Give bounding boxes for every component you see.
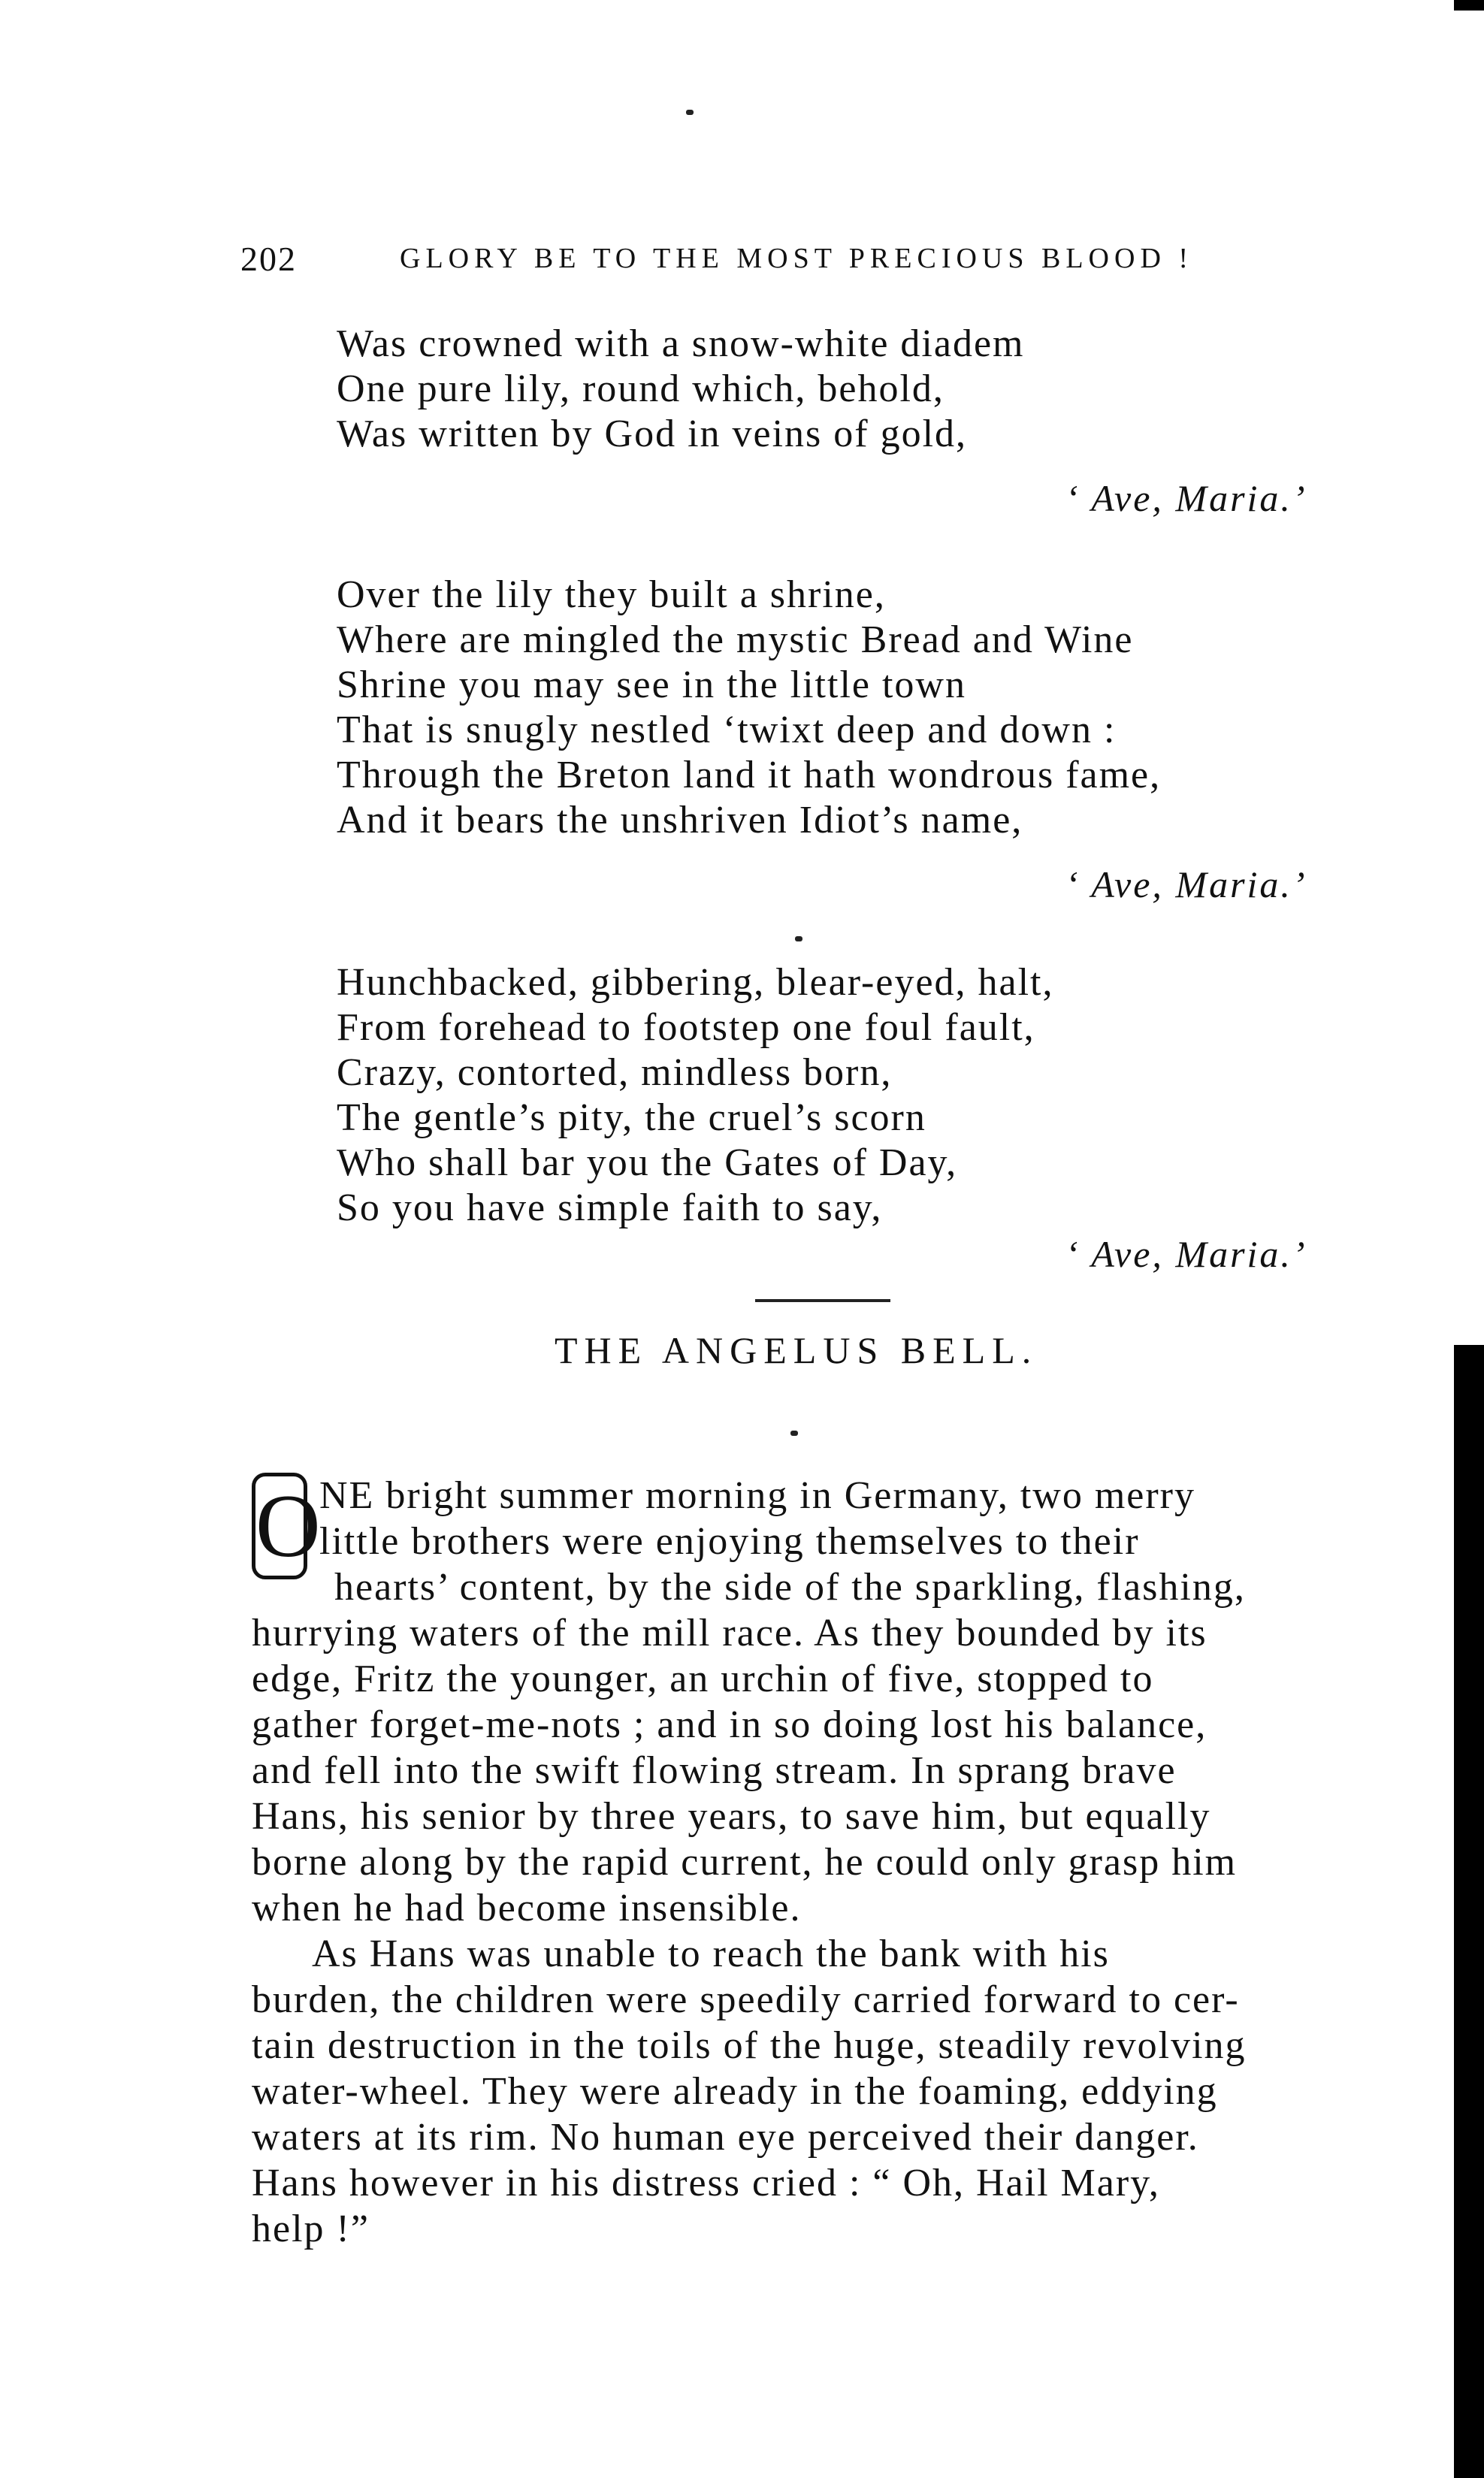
poem-stanza-3	[337, 960, 1351, 1231]
prose-line: As Hans was unable to reach the bank with his	[312, 1933, 1110, 1975]
prose-line: waters at its rim. No human eye perceived their danger.	[252, 2116, 1199, 2159]
article-paragraph-2	[252, 1931, 1394, 2252]
prose-line: NE bright summer morning in Germany, two merry	[319, 1474, 1195, 1517]
poem-line: Where are mingled the mystic Bread and Wine	[337, 618, 1134, 661]
poem-stanza-1	[337, 322, 1351, 457]
section-title: THE ANGELUS BELL.	[555, 1329, 1038, 1371]
prose-line: hurrying waters of the mill race. As they bounded by its	[252, 1612, 1207, 1655]
prose-line: tain destruction in the toils of the huge, steadily revolving	[252, 2024, 1247, 2067]
ink-speck	[686, 110, 694, 115]
poem-line: And it bears the unshriven Idiot’s name,	[337, 799, 1023, 842]
scan-edge-bar	[1454, 1345, 1484, 2478]
article-paragraph-1	[252, 1473, 1394, 1931]
poem-line: Over the lily they built a shrine,	[337, 573, 886, 616]
poem-line: So you have simple faith to say,	[337, 1186, 883, 1229]
scan-corner-mark	[1454, 0, 1484, 11]
running-head: GLORY BE TO THE MOST PRECIOUS BLOOD !	[400, 243, 1194, 274]
poem-line: From forehead to footstep one foul fault,	[337, 1006, 1035, 1049]
ink-speck	[795, 936, 802, 941]
prose-line: help !”	[252, 2208, 370, 2250]
prose-line: borne along by the rapid current, he could only grasp him	[252, 1841, 1238, 1884]
prose-line: hearts’ content, by the side of the sparkling, flashing,	[334, 1566, 1246, 1609]
prose-line: and fell into the swift flowing stream. In sprang brave	[252, 1749, 1177, 1792]
ink-speck	[790, 1431, 798, 1436]
page-header	[240, 239, 1240, 284]
poem-line: That is snugly nestled ‘twixt deep and down :	[337, 709, 1117, 751]
poem-line: Was written by God in veins of gold,	[337, 412, 968, 455]
poem-stanza-2	[337, 573, 1351, 843]
prose-line: Hans, his senior by three years, to save him, but equally	[252, 1795, 1211, 1838]
poem-line: One pure lily, round which, behold,	[337, 367, 945, 410]
prose-line: when he had become insensible.	[252, 1887, 802, 1930]
poem-line: Was crowned with a snow-white diadem	[337, 322, 1025, 365]
prose-line: edge, Fritz the younger, an urchin of five, stopped to	[252, 1658, 1154, 1700]
prose-line: burden, the children were speedily carried forward to cer-	[252, 1978, 1240, 2021]
prose-line: Hans however in his distress cried : “ Oh, Hail Mary,	[252, 2162, 1160, 2205]
prose-line: water-wheel. They were already in the foaming, eddying	[252, 2070, 1218, 2113]
poem-line: Crazy, contorted, mindless born,	[337, 1051, 893, 1094]
poem-refrain: ‘ Ave, Maria.’	[1065, 477, 1307, 519]
poem-line: Hunchbacked, gibbering, blear-eyed, halt,	[337, 961, 1054, 1004]
poem-line: The gentle’s pity, the cruel’s scorn	[337, 1096, 926, 1139]
poem-line: Who shall bar you the Gates of Day,	[337, 1141, 958, 1184]
poem-line: Through the Breton land it hath wondrous fame,	[337, 754, 1162, 796]
poem-refrain: ‘ Ave, Maria.’	[1065, 863, 1307, 905]
poem-refrain: ‘ Ave, Maria.’	[1065, 1233, 1307, 1275]
drop-cap: O	[252, 1473, 307, 1579]
prose-line: little brothers were enjoying themselves to their	[319, 1520, 1140, 1563]
page-number: 202	[240, 240, 297, 278]
prose-line: gather forget-me-nots ; and in so doing lost his balance,	[252, 1703, 1207, 1746]
poem-line: Shrine you may see in the little town	[337, 663, 966, 706]
section-divider	[755, 1299, 890, 1302]
